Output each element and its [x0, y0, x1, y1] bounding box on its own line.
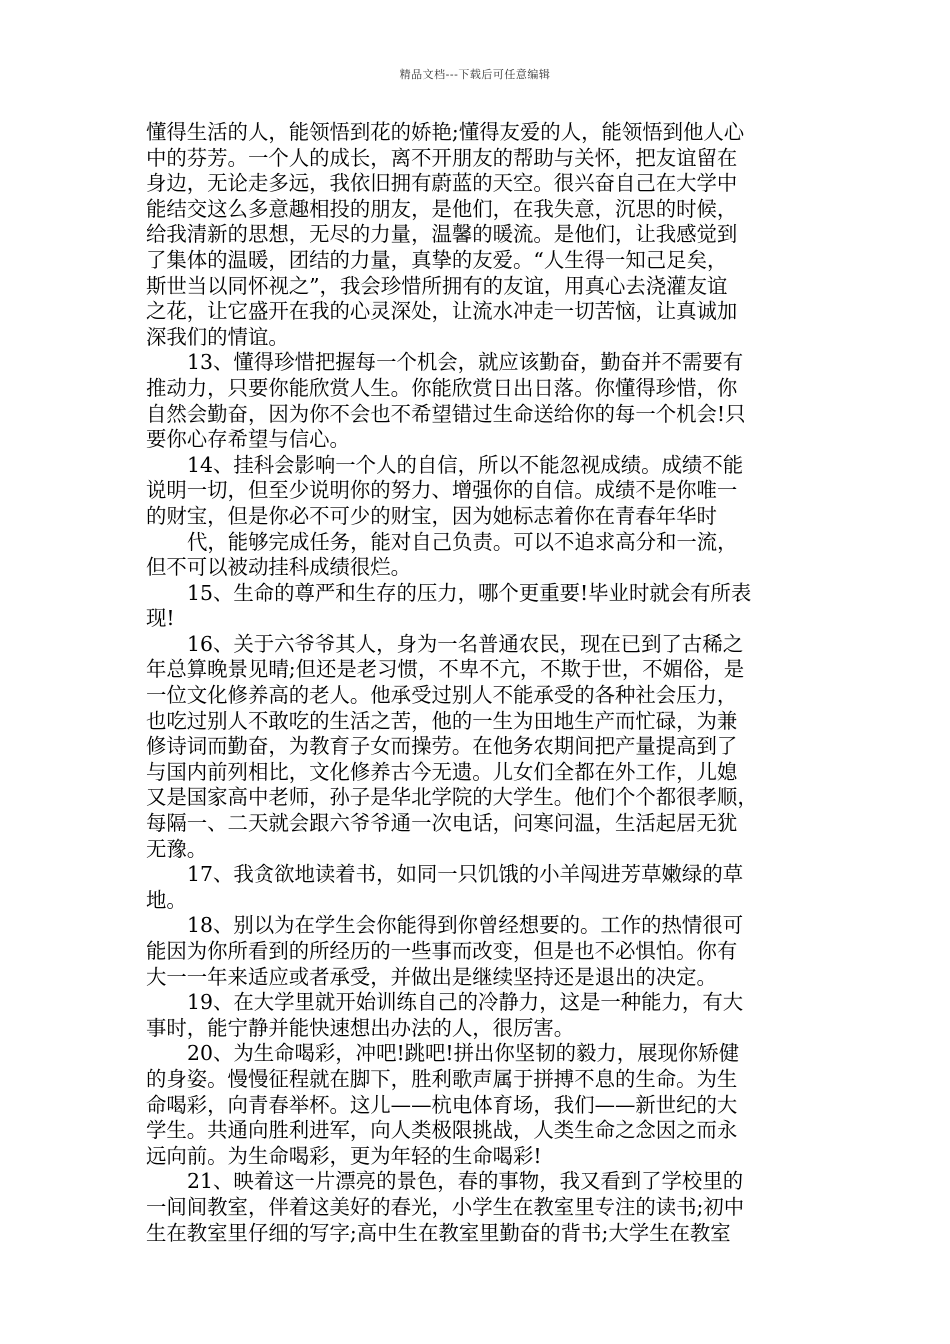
- text-line: 了集体的温暖，团结的力量，真挚的友爱。“人生得一知己足矣，: [146, 247, 728, 272]
- text-line: 远向前。为生命喝彩，更为年轻的生命喝彩!: [146, 1143, 542, 1168]
- text-line: 身边，无论走多远，我依旧拥有蔚蓝的天空。很兴奋自己在大学中: [146, 171, 738, 196]
- text-line: 20、为生命喝彩，冲吧!跳吧!拼出你坚韧的毅力，展现你矫健: [187, 1041, 740, 1066]
- text-line: 说明一切，但至少说明你的努力、增强你的自信。成绩不是你唯一: [146, 478, 738, 503]
- text-line: 事时，能宁静并能快速想出办法的人，很厉害。: [146, 1015, 575, 1040]
- text-line: 生在教室里仔细的写字;高中生在教室里勤奋的背书;大学生在教室: [146, 1220, 731, 1245]
- text-line: 但不可以被动挂科成绩很烂。: [146, 555, 412, 580]
- text-line: 能结交这么多意趣相投的朋友，是他们，在我失意，沉思的时候，: [146, 196, 738, 221]
- text-line: 自然会勤奋，因为你不会也不希望错过生命送给你的每一个机会!只: [146, 401, 746, 426]
- text-line: 年总算晚景见晴;但还是老习惯，不卑不亢，不欺于世，不媚俗，是: [146, 657, 745, 682]
- text-line: 18、别以为在学生会你能得到你曾经想要的。工作的热情很可: [187, 913, 744, 938]
- page-header: 精品文档---下载后可任意编辑: [399, 68, 551, 81]
- text-line: 14、挂科会影响一个人的自信，所以不能忽视成绩。成绩不能: [187, 452, 744, 477]
- text-line: 代，能够完成任务，能对自己负责。可以不追求高分和一流，: [187, 529, 738, 554]
- paragraph: [146, 581, 814, 632]
- paragraph: [146, 120, 814, 350]
- paragraph: [146, 453, 814, 581]
- text-line: 19、在大学里就开始训练自己的冷静力，这是一种能力，有大: [187, 990, 744, 1015]
- text-line: 之花，让它盛开在我的心灵深处，让流水冲走一切苦恼，让真诚加: [146, 299, 738, 324]
- text-line: 也吃过别人不敢吃的生活之苦，他的一生为田地生产而忙碌，为兼: [146, 708, 738, 733]
- text-line: 修诗词而勤奋，为教育子女而操劳。在他务农期间把产量提高到了: [146, 734, 738, 759]
- text-line: 的身姿。慢慢征程就在脚下，胜利歌声属于拼搏不息的生命。为生: [146, 1066, 738, 1091]
- text-line: 现!: [146, 606, 175, 631]
- text-line: 16、关于六爷爷其人，身为一名普通农民，现在已到了古稀之: [187, 631, 744, 656]
- document-body: [146, 120, 814, 1246]
- text-line: 21、映着这一片漂亮的景色，春的事物，我又看到了学校里的: [187, 1169, 744, 1194]
- text-line: 深我们的情谊。: [146, 324, 289, 349]
- text-line: 又是国家高中老师，孙子是华北学院的大学生。他们个个都很孝顺，: [146, 785, 758, 810]
- paragraph: [146, 990, 814, 1041]
- text-line: 给我清新的思想，无尽的力量，温馨的暖流。是他们，让我感觉到: [146, 222, 738, 247]
- text-line: 的财宝，但是你必不可少的财宝，因为她标志着你在青春年华时: [146, 503, 717, 528]
- text-line: 能因为你所看到的所经历的一些事而改变，但是也不必惧怕。你有: [146, 939, 738, 963]
- text-line: 懂得生活的人，能领悟到花的娇艳;懂得友爱的人，能领悟到他人心: [146, 120, 745, 144]
- text-line: 地。: [146, 887, 187, 912]
- paragraph: [146, 350, 814, 452]
- text-line: 推动力，只要你能欣赏人生。你能欣赏日出日落。你懂得珍惜，你: [146, 375, 738, 400]
- text-line: 大一一年来适应或者承受，并做出是继续坚持还是退出的决定。: [146, 964, 717, 989]
- text-line: 中的芬芳。一个人的成长，离不开朋友的帮助与关怀，把友谊留在: [146, 145, 738, 170]
- text-line: 一位文化修养高的老人。他承受过别人不能承受的各种社会压力，: [146, 683, 738, 708]
- text-line: 斯世当以同怀视之”，我会珍惜所拥有的友谊，用真心去浇灌友谊: [146, 273, 728, 298]
- text-line: 命喝彩，向青春举杯。这儿——杭电体育场，我们——新世纪的大: [146, 1092, 738, 1117]
- paragraph: [146, 1169, 814, 1246]
- paragraph: [146, 862, 814, 913]
- text-line: 与国内前列相比，文化修养古今无遗。儿女们全都在外工作，儿媳: [146, 759, 738, 784]
- text-line: 13、懂得珍惜把握每一个机会，就应该勤奋，勤奋并不需要有: [187, 350, 744, 375]
- text-line: 每隔一、二天就会跟六爷爷通一次电话，问寒问温，生活起居无犹: [146, 811, 738, 836]
- text-line: 17、我贪欲地读着书，如同一只饥饿的小羊闯进芳草嫩绿的草: [187, 862, 744, 887]
- text-line: 一间间教室，伴着这美好的春光，小学生在教室里专注的读书;初中: [146, 1194, 745, 1219]
- text-line: 要你心存希望与信心。: [146, 427, 350, 452]
- paragraph: [146, 632, 814, 862]
- text-line: 学生。共通向胜利进军，向人类极限挑战，人类生命之念因之而永: [146, 1118, 738, 1143]
- paragraph: [146, 1041, 814, 1169]
- text-line: 无豫。: [146, 836, 208, 861]
- text-line: 15、生命的尊严和生存的压力，哪个更重要!毕业时就会有所表: [187, 580, 752, 605]
- paragraph: [146, 913, 814, 990]
